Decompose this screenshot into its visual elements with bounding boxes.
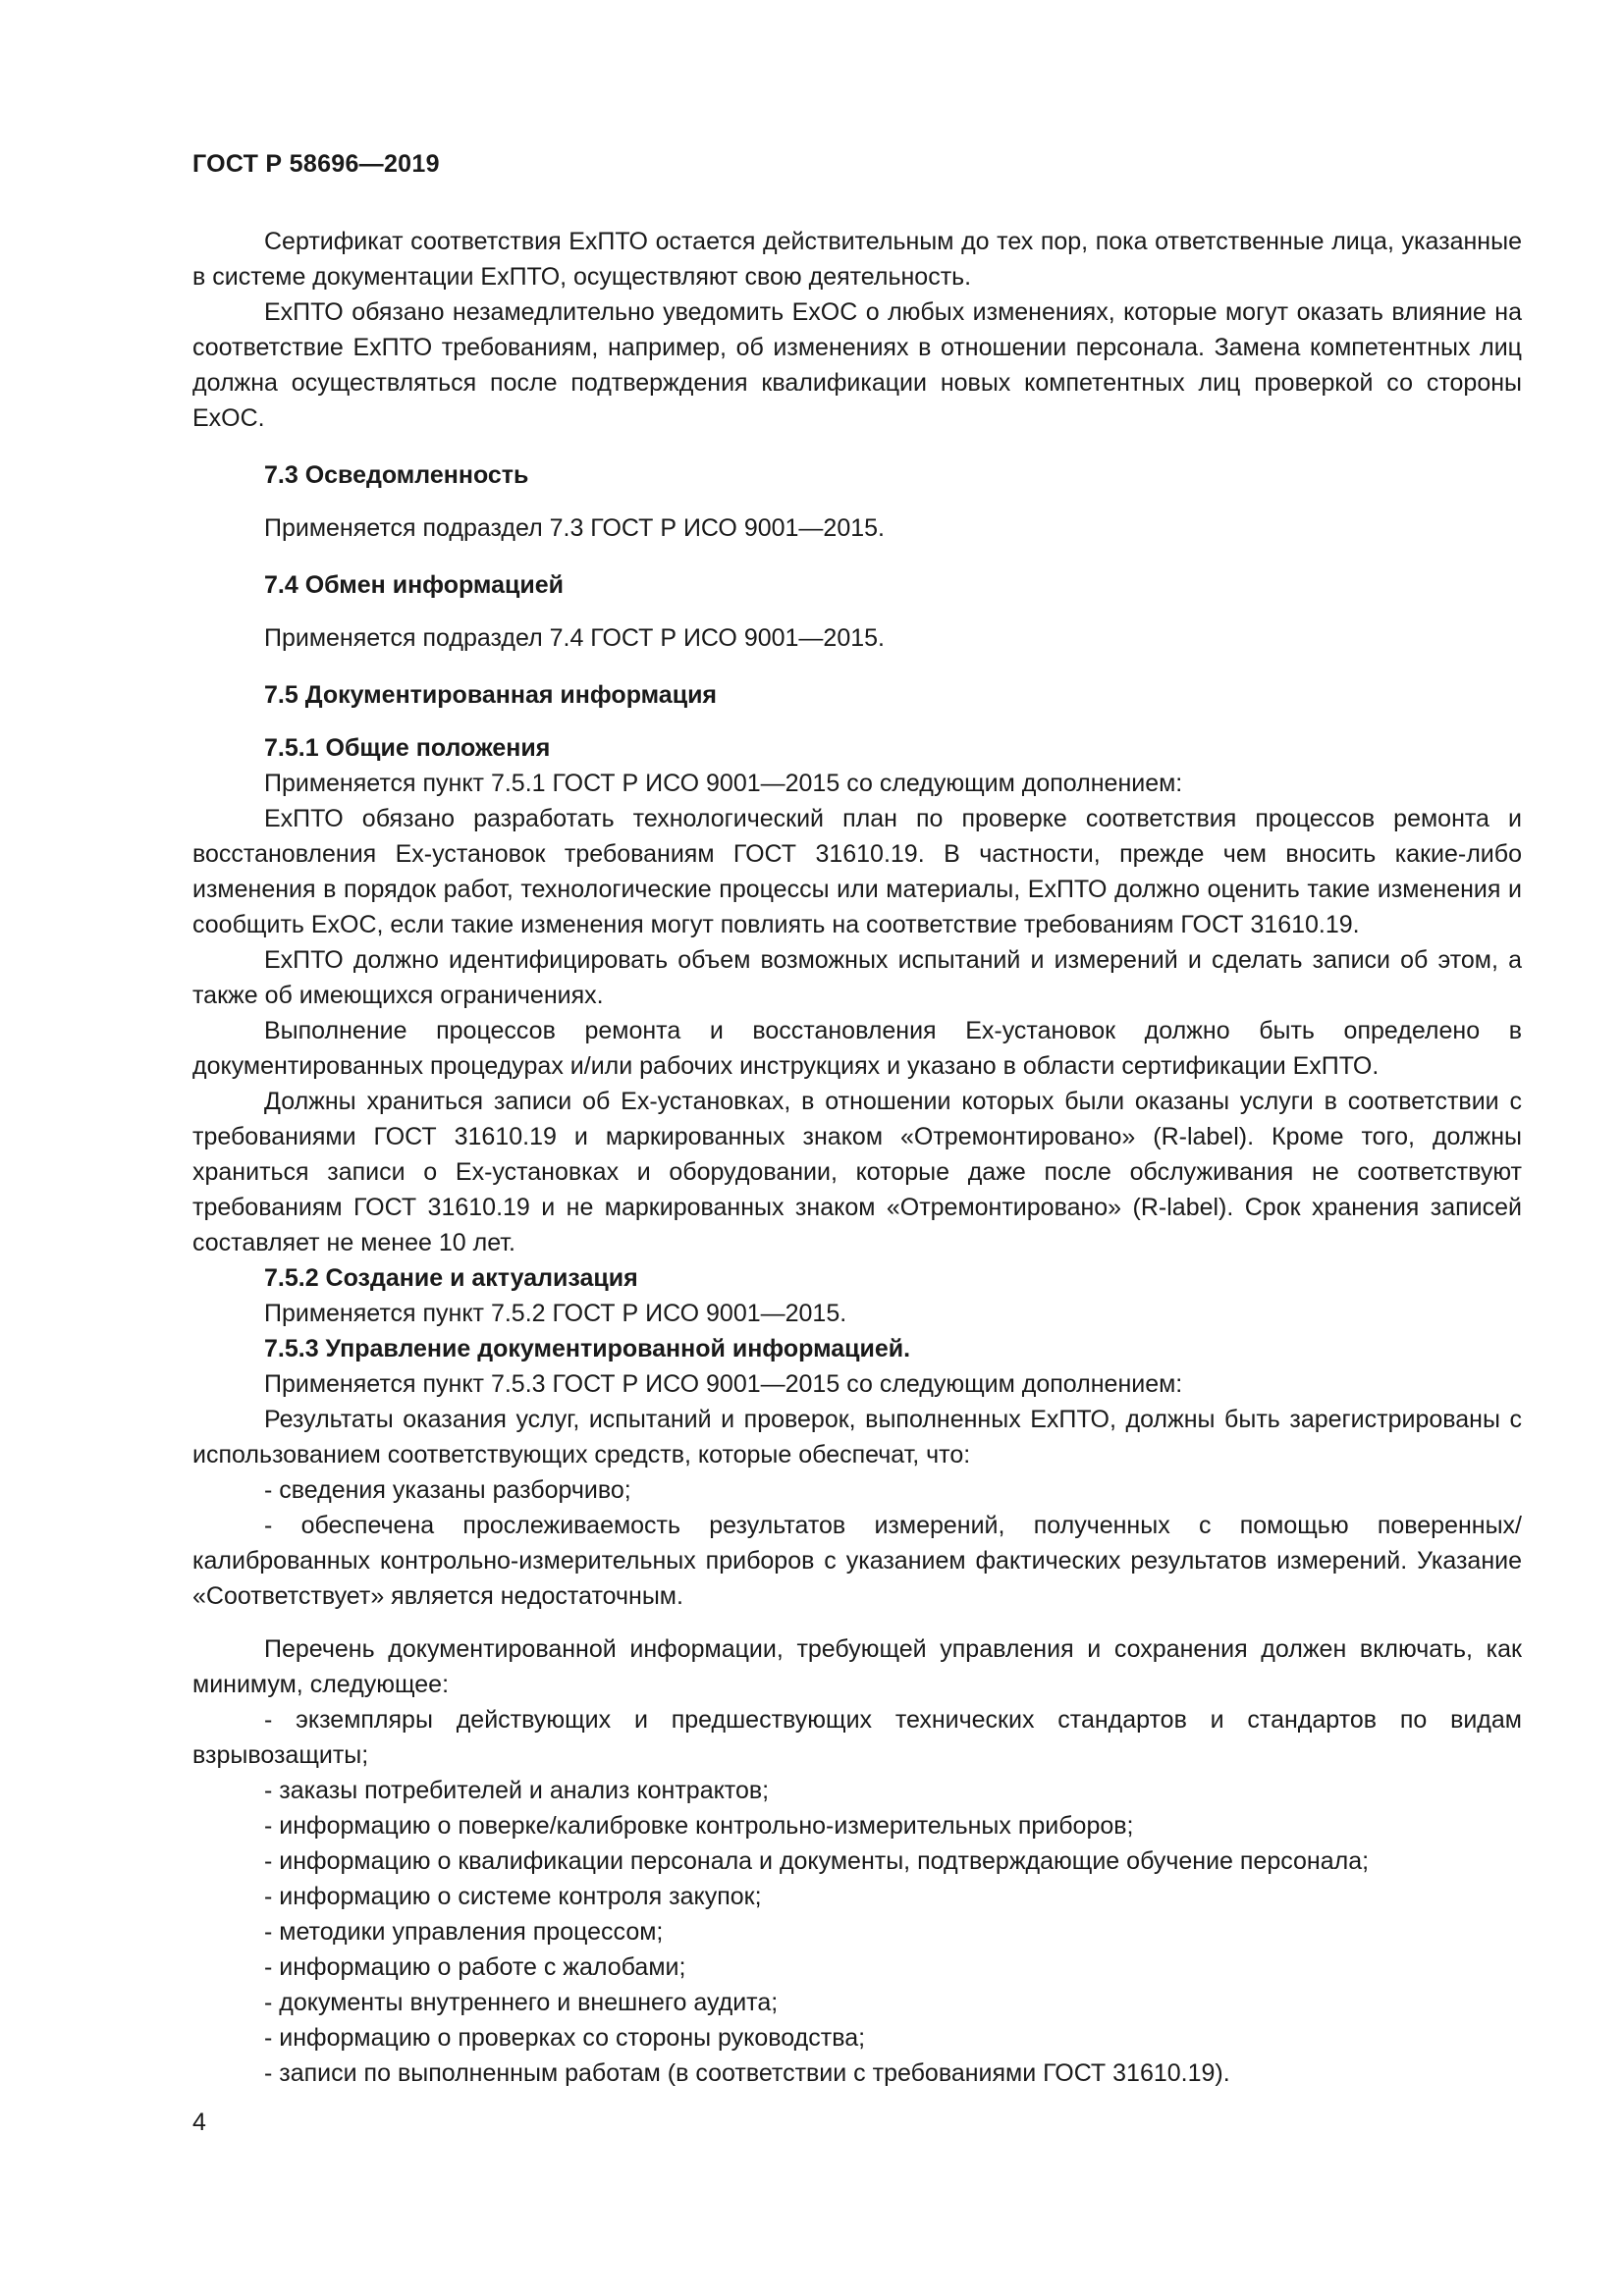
list-item: - экземпляры действующих и предшествующих технических стандартов и стандартов по видам взрывозащиты; <box>192 1706 1522 1769</box>
paragraph: Перечень документированной информации, требующей управления и сохранения должен включать, как минимум, следующее: <box>192 1635 1522 1698</box>
paragraph: Результаты оказания услуг, испытаний и проверок, выполненных ExПТО, должны быть зарегистрированы с использованием соответствующих средств, которые обеспечат, что: <box>192 1406 1522 1468</box>
document-code-header: ГОСТ Р 58696—2019 <box>192 150 440 178</box>
paragraph: Применяется подраздел 7.3 ГОСТ Р ИСО 9001—2015. <box>264 514 885 542</box>
list-item: - информацию о системе контроля закупок; <box>264 1883 762 1910</box>
section-heading-7-5-3: 7.5.3 Управление документированной информацией. <box>264 1335 911 1362</box>
paragraph: Должны храниться записи об Ex-установках, в отношении которых были оказаны услуги в соответствии с требованиями ГОСТ 31610.19 и маркированных знаком «Отремонтировано» (R-label). Кроме того, должны храниться записи о Ex-установках и оборудовании, которые даже после обслуживания не соответствуют требованиям ГОСТ 31610.19 и не маркированных знаком «Отремонтировано» (R-label). Срок хранения записей составляет не менее 10 лет. <box>192 1088 1522 1256</box>
list-item: - обеспечена прослеживаемость результатов измерений, полученных с помощью поверенных/калиброванных контрольно-измерительных приборов с указанием фактических результатов измерений. Указание «Соответствует» является недостаточным. <box>192 1512 1522 1610</box>
paragraph: Применяется пункт 7.5.2 ГОСТ Р ИСО 9001—2015. <box>264 1300 847 1327</box>
list-item: - методики управления процессом; <box>264 1918 664 1946</box>
list-item: - записи по выполненным работам (в соответствии с требованиями ГОСТ 31610.19). <box>264 2059 1230 2087</box>
section-heading-7-4: 7.4 Обмен информацией <box>264 571 565 599</box>
paragraph: Применяется пункт 7.5.3 ГОСТ Р ИСО 9001—2015 со следующим дополнением: <box>264 1370 1183 1398</box>
list-item: - сведения указаны разборчиво; <box>264 1476 631 1504</box>
list-item: - информацию о работе с жалобами; <box>264 1953 686 1981</box>
list-item: - документы внутреннего и внешнего аудита; <box>264 1989 779 2016</box>
section-heading-7-5-2: 7.5.2 Создание и актуализация <box>264 1264 638 1292</box>
paragraph: ExПТО должно идентифицировать объем возможных испытаний и измерений и сделать записи об этом, а также об имеющихся ограничениях. <box>192 946 1522 1009</box>
paragraph: ExПТО обязано незамедлительно уведомить ExОС о любых изменениях, которые могут оказать влияние на соответствие ExПТО требованиям, например, об изменениях в отношении персонала. Замена компетентных лиц должна осуществляться после подтверждения квалификации новых компетентных лиц проверкой со стороны ExОС. <box>192 298 1522 432</box>
section-heading-7-3: 7.3 Осведомленность <box>264 461 529 489</box>
section-heading-7-5: 7.5 Документированная информация <box>264 681 718 709</box>
paragraph: Выполнение процессов ремонта и восстановления Ex-установок должно быть определено в документированных процедурах и/или рабочих инструкциях и указано в области сертификации ExПТО. <box>192 1017 1522 1080</box>
list-item: - заказы потребителей и анализ контрактов; <box>264 1777 770 1804</box>
paragraph: Применяется пункт 7.5.1 ГОСТ Р ИСО 9001—2015 со следующим дополнением: <box>264 770 1183 797</box>
list-item: - информацию о поверке/калибровке контрольно-измерительных приборов; <box>264 1812 1134 1840</box>
document-body <box>192 224 1522 2091</box>
list-item: - информацию о квалификации персонала и документы, подтверждающие обучение персонала; <box>264 1847 1370 1875</box>
section-heading-7-5-1: 7.5.1 Общие положения <box>264 734 551 762</box>
list-item: - информацию о проверках со стороны руководства; <box>264 2024 866 2052</box>
paragraph: ExПТО обязано разработать технологический план по проверке соответствия процессов ремонта и восстановления Ex-установок требованиям ГОСТ 31610.19. В частности, прежде чем вносить какие-либо изменения в порядок работ, технологические процессы или материалы, ExПТО должно оценить такие изменения и сообщить ExОС, если такие изменения могут повлиять на соответствие требованиям ГОСТ 31610.19. <box>192 805 1522 938</box>
paragraph: Сертификат соответствия ExПТО остается действительным до тех пор, пока ответственные лица, указанные в системе документации ExПТО, осуществляют свою деятельность. <box>192 228 1522 291</box>
page-number: 4 <box>192 2109 206 2136</box>
paragraph: Применяется подраздел 7.4 ГОСТ Р ИСО 9001—2015. <box>264 624 885 652</box>
